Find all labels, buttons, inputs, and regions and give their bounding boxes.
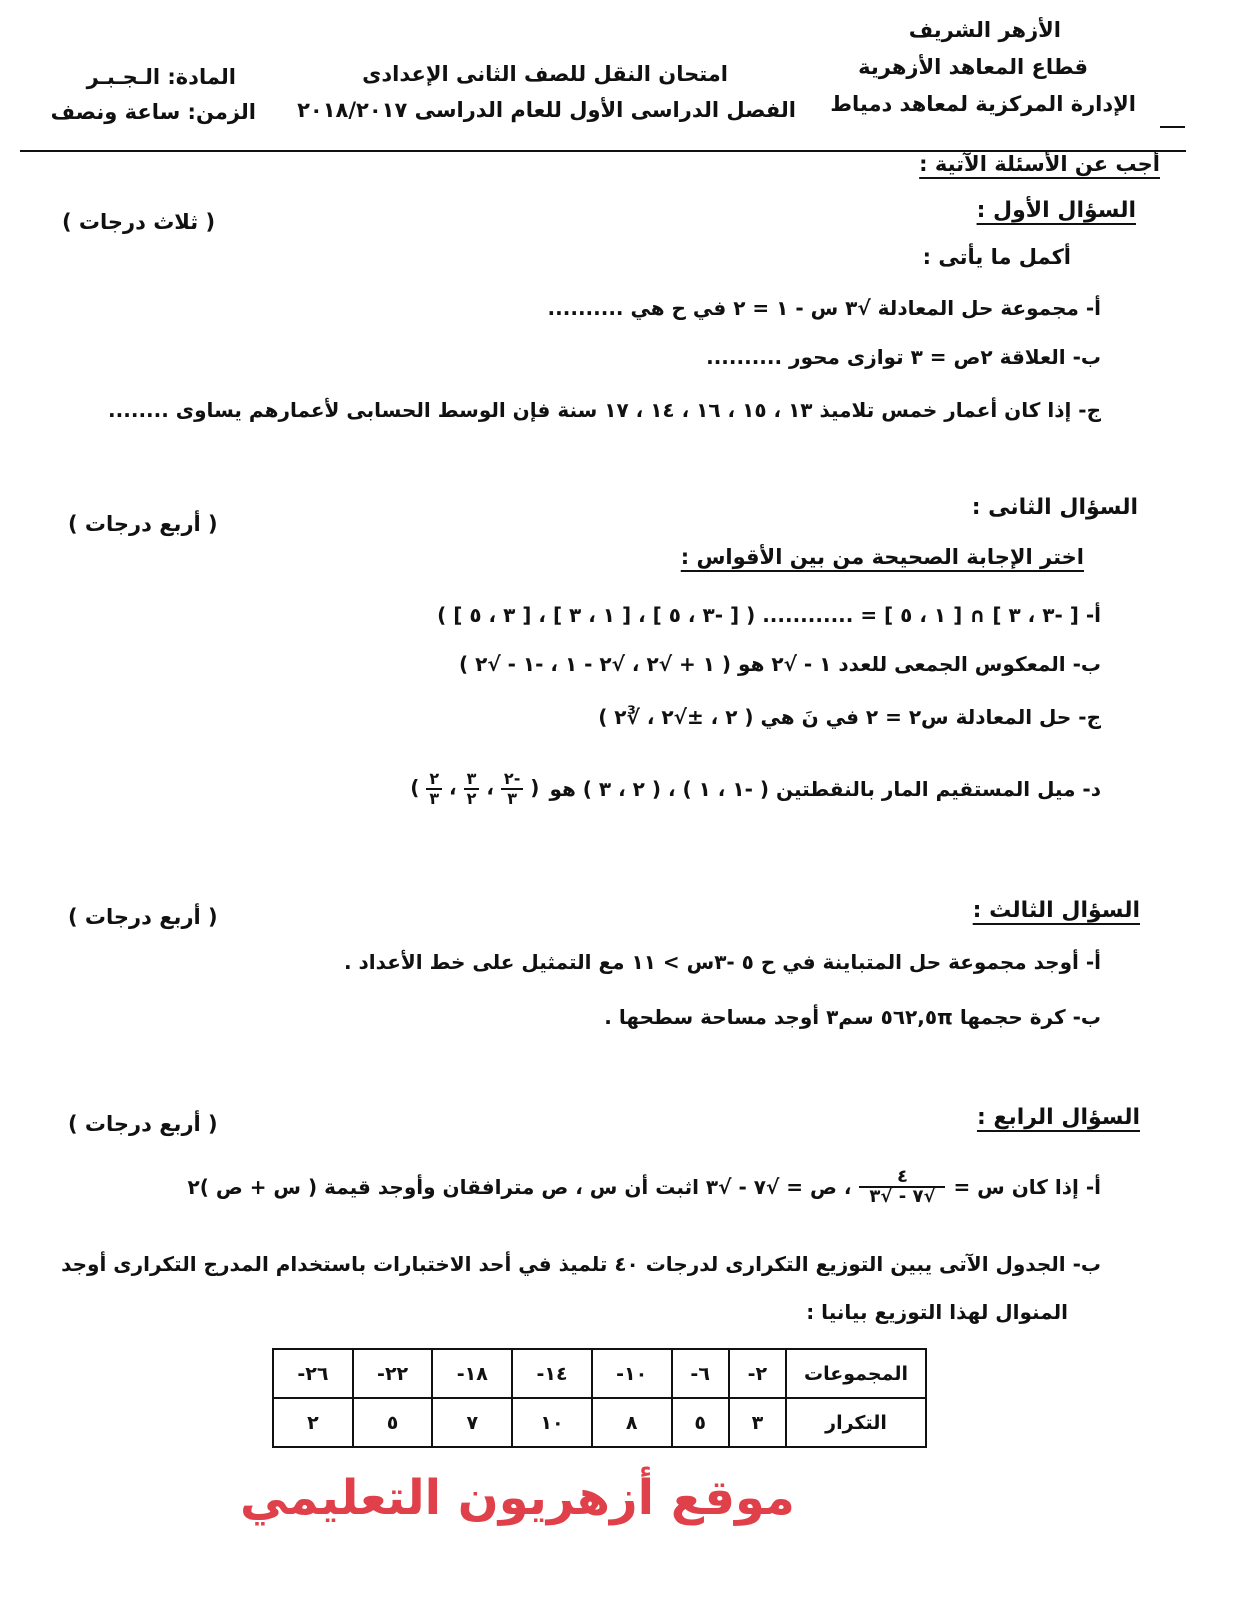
q1-item-b: ب- العلاقة ٢ص = ٣ توازى محور .......... — [706, 345, 1101, 369]
table-cell: ٦- — [672, 1349, 729, 1398]
q4-item-a-end: ، ص = √٧ - √٣ اثبت أن س ، ص مترافقان وأوجد قيمة ( س + ص )٢ — [187, 1175, 852, 1199]
q1-prompt: أكمل ما يأتى : — [922, 245, 1071, 269]
table-row-groups — [273, 1349, 926, 1398]
header-exam-title: امتحان النقل للصف الثانى الإعدادى — [362, 62, 728, 86]
q3-item-b: ب- كرة حجمها ٥٦٢,٥π سم٣ أوجد مساحة سطحها . — [604, 1005, 1101, 1029]
table-cell: ١٠ — [512, 1398, 592, 1447]
table-cell: ٢- — [729, 1349, 786, 1398]
q2-grade: ( أربع درجات ) — [68, 512, 218, 536]
q3-grade: ( أربع درجات ) — [68, 905, 218, 929]
table-cell: ٥ — [672, 1398, 729, 1447]
table-cell: ٨ — [592, 1398, 672, 1447]
q4-item-a-fraction: $\frac{٤}{√٧ - √٣}$ — [859, 1168, 945, 1206]
q2-d-frac-3: $\frac{٢}{٣}$ — [426, 770, 442, 808]
q3-item-a: أ- أوجد مجموعة حل المتباينة في ح ٥ -٣س > ١١ مع التمثيل على خط الأعداد . — [343, 950, 1101, 974]
q1-title: السؤال الأول : — [976, 198, 1136, 223]
table-cell: ١٤- — [512, 1349, 592, 1398]
table-cell: ٢٢- — [353, 1349, 433, 1398]
q2-item-d-text: د- ميل المستقيم المار بالنقطتين ( -١ ، ١ ) ، ( ٢ ، ٣ ) هو — [549, 777, 1101, 801]
q2-item-d — [410, 770, 1101, 808]
q4-item-b-line1: ب- الجدول الآتى يبين التوزيع التكرارى لدرجات ٤٠ تلميذ في أحد الاختبارات باستخدام المدرج التكرارى أوجد — [61, 1252, 1101, 1276]
instruction: أجب عن الأسئلة الآتية : — [919, 152, 1160, 176]
q1-item-a: أ- مجموعة حل المعادلة √٣ س - ١ = ٢ في ح هي .......... — [547, 296, 1101, 320]
table-cell: ٢ — [273, 1398, 353, 1447]
table-cell: ٥ — [353, 1398, 433, 1447]
table-cell: ١٨- — [432, 1349, 512, 1398]
header-institution-3: الإدارة المركزية لمعاهد دمياط — [830, 92, 1136, 116]
q4-grade: ( أربع درجات ) — [68, 1112, 218, 1136]
table-cell: ٢٦- — [273, 1349, 353, 1398]
q3-title: السؤال الثالث : — [972, 898, 1140, 923]
q2-prompt: اختر الإجابة الصحيحة من بين الأقواس : — [680, 545, 1084, 569]
table-row-frequency — [273, 1398, 926, 1447]
header-subject: المادة: الـجـبـر — [86, 65, 236, 89]
table-header-frequency: التكرار — [786, 1398, 926, 1447]
q4-item-b-line2: المنوال لهذا التوزيع بيانيا : — [806, 1300, 1068, 1324]
table-header-groups: المجموعات — [786, 1349, 926, 1398]
q2-item-d-choices: ( $\frac{-٢}{٣}$ ، $\frac{٣}{٢}$ ، $\frac{٢}{٣}$ ) — [410, 769, 540, 808]
site-watermark: موقع أزهريون التعليمي — [240, 1470, 795, 1526]
table-cell: ٣ — [729, 1398, 786, 1447]
q2-title: السؤال الثانى : — [971, 495, 1138, 520]
q4-item-a — [188, 1168, 1101, 1206]
q4-item-a-start: أ- إذا كان س = — [953, 1175, 1101, 1199]
frequency-table — [272, 1348, 927, 1448]
q4-title: السؤال الرابع : — [976, 1105, 1140, 1130]
table-cell: ٧ — [432, 1398, 512, 1447]
table-cell: ١٠- — [592, 1349, 672, 1398]
header-institution-1: الأزهر الشريف — [908, 18, 1061, 42]
q2-d-frac-1: $\frac{-٢}{٣}$ — [501, 770, 523, 808]
header-institution-2: قطاع المعاهد الأزهرية — [858, 55, 1088, 79]
q2-item-b: ب- المعكوس الجمعى للعدد ١ - √٢ هو ( ١ + √٢ ، √٢ - ١ ، -١ - √٢ ) — [459, 652, 1101, 676]
q2-item-a: أ- [ -٣ ، ٣ ] ∩ [ ١ ، ٥ ] = ............ ( [ -٣ ، ٥ ] ، [ ١ ، ٣ ] ، [ ٣ ، ٥ ] ) — [437, 603, 1101, 627]
header-divider-small — [1160, 126, 1185, 128]
q1-item-c: ج- إذا كان أعمار خمس تلاميذ ١٣ ، ١٥ ، ١٦ ، ١٤ ، ١٧ سنة فإن الوسط الحسابى لأعمارهم يساوى ........ — [108, 398, 1101, 422]
q2-item-c: ج- حل المعادلة س٢ = ٢ في نَ هي ( ٢ ، ±√٢ ، ∛٢ ) — [598, 705, 1101, 729]
header-duration: الزمن: ساعة ونصف — [50, 100, 256, 124]
q2-d-frac-2: $\frac{٣}{٢}$ — [464, 770, 480, 808]
q1-grade: ( ثلاث درجات ) — [62, 210, 216, 234]
header-term: الفصل الدراسى الأول للعام الدراسى ٢٠١٨/٢٠١٧ — [297, 98, 796, 122]
